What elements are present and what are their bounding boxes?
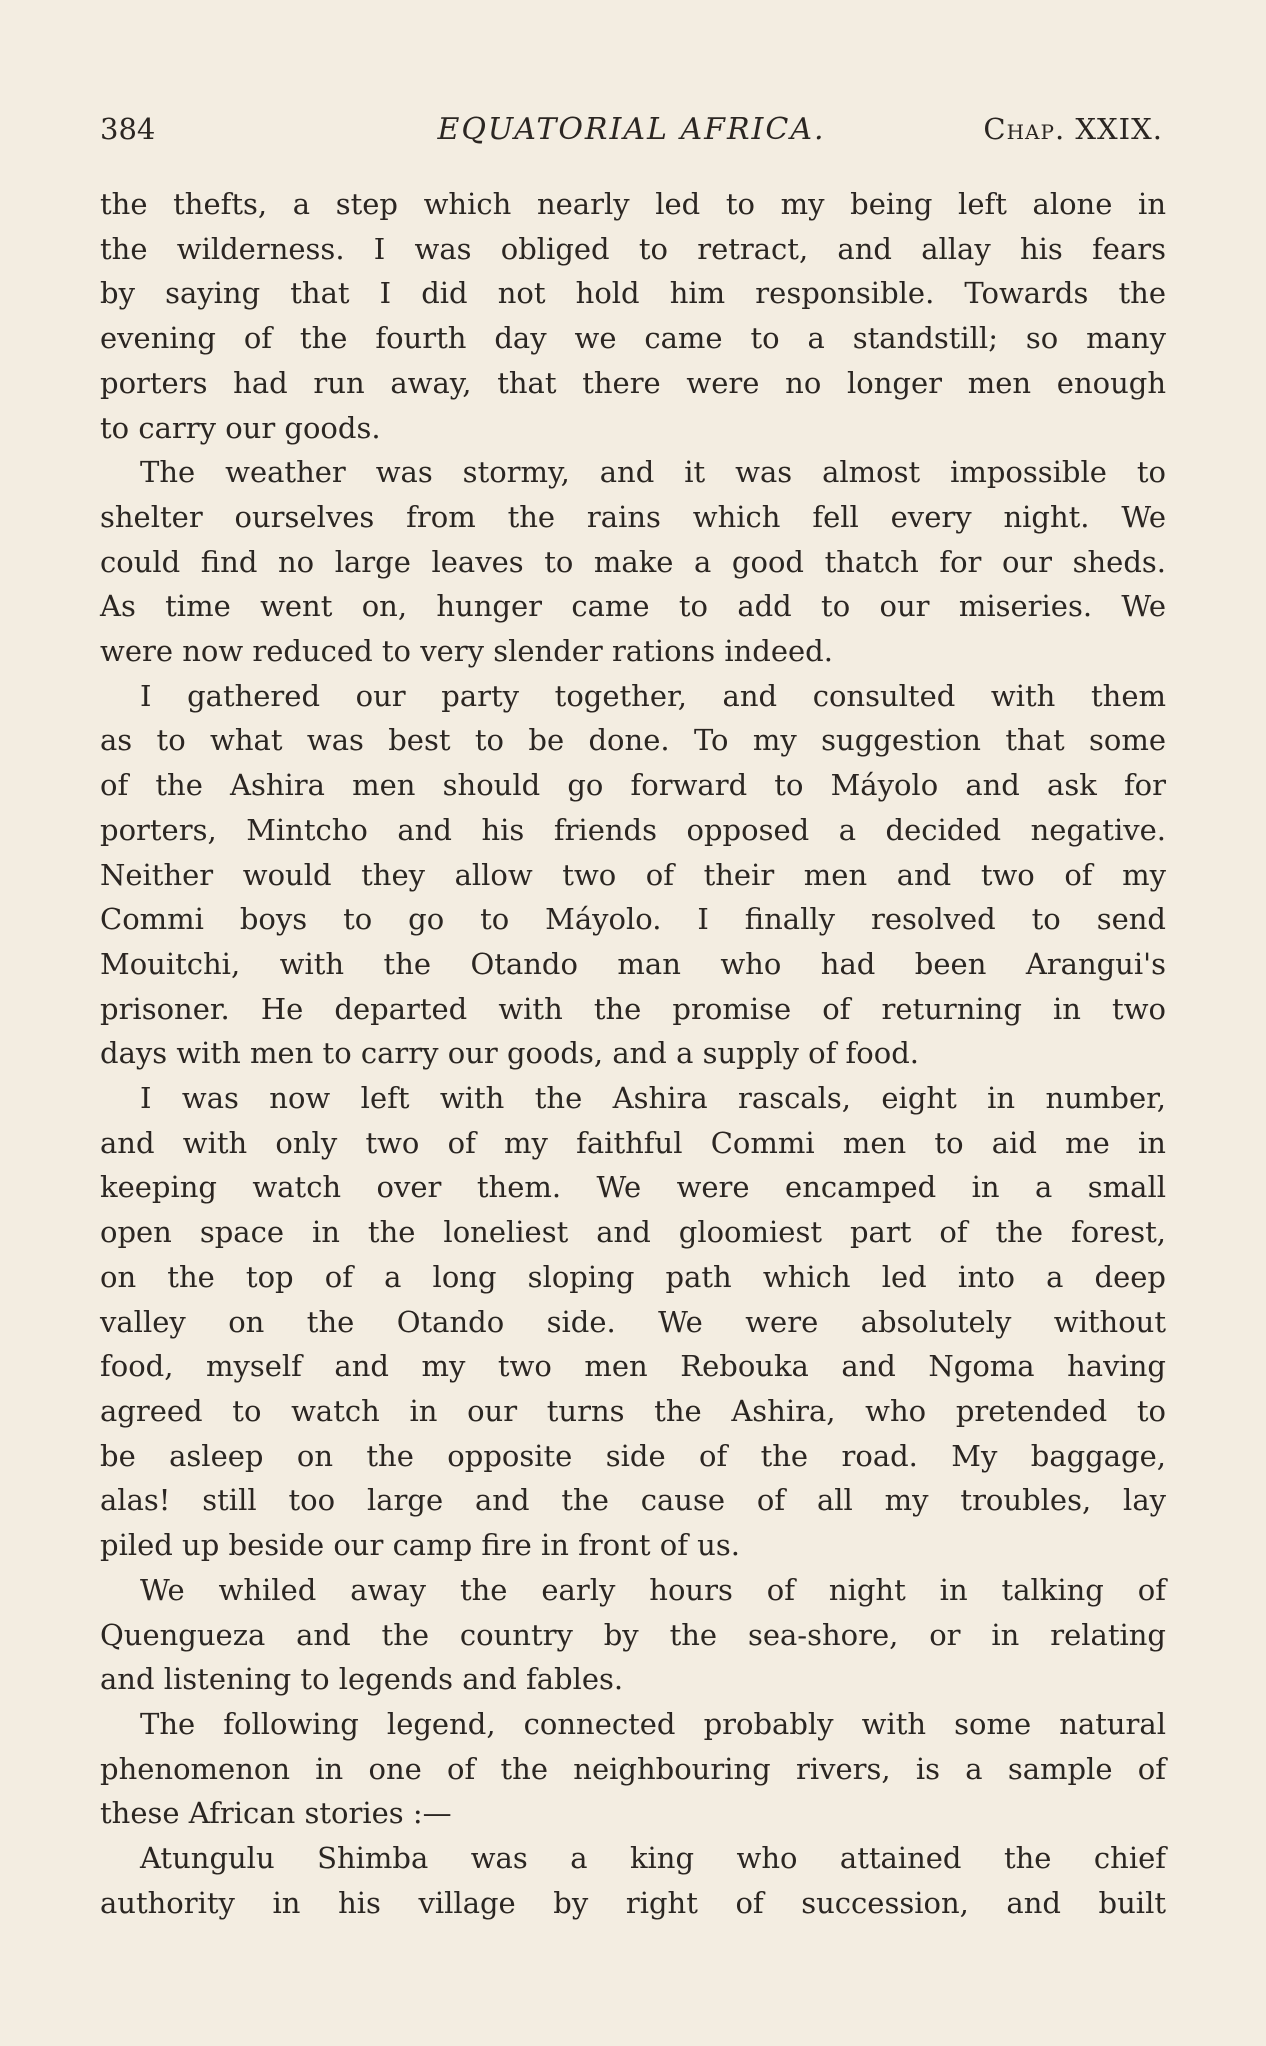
paragraph bbox=[100, 1836, 1166, 1925]
text-line: Commi boys to go to Máyolo. I finally resolved to send bbox=[100, 902, 1166, 937]
paragraph bbox=[100, 674, 1166, 1076]
page-number: 384 bbox=[100, 112, 156, 146]
body-text bbox=[100, 182, 1166, 1925]
text-line: alas! still too large and the cause of all my troubles, lay bbox=[100, 1483, 1166, 1518]
text-line: piled up beside our camp fire in front of us. bbox=[100, 1528, 740, 1563]
text-line: these African stories :— bbox=[100, 1796, 452, 1831]
paragraph bbox=[100, 1076, 1166, 1568]
paragraph bbox=[100, 450, 1166, 674]
chapter-label: Chap. XXIX. bbox=[983, 112, 1163, 146]
text-line: as to what was best to be done. To my suggestion that some bbox=[100, 723, 1166, 758]
text-line: porters, Mintcho and his friends opposed a decided negative. bbox=[100, 812, 1166, 847]
running-header bbox=[100, 108, 1163, 154]
text-line: As time went on, hunger came to add to our miseries. We bbox=[100, 589, 1166, 624]
text-line: evening of the fourth day we came to a standstill; so many bbox=[100, 321, 1166, 356]
text-line: and with only two of my faithful Commi men to aid me in bbox=[100, 1125, 1166, 1160]
text-line: Mouitchi, with the Otando man who had been Arangui's bbox=[100, 946, 1166, 981]
text-line: food, myself and my two men Rebouka and Ngoma having bbox=[100, 1349, 1166, 1384]
text-line: phenomenon in one of the neighbouring rivers, is a sample of bbox=[100, 1751, 1166, 1786]
text-line: by saying that I did not hold him responsible. Towards the bbox=[100, 276, 1166, 311]
text-line: open space in the loneliest and gloomiest part of the forest, bbox=[100, 1215, 1166, 1250]
text-line: authority in his village by right of succession, and built bbox=[100, 1885, 1166, 1920]
text-line: I was now left with the Ashira rascals, eight in number, bbox=[140, 1081, 1166, 1116]
text-line: I gathered our party together, and consulted with them bbox=[140, 678, 1166, 713]
text-line: could find no large leaves to make a good thatch for our sheds. bbox=[100, 544, 1166, 579]
text-line: on the top of a long sloping path which led into a deep bbox=[100, 1259, 1166, 1294]
text-line: days with men to carry our goods, and a supply of food. bbox=[100, 1036, 919, 1071]
text-line: valley on the Otando side. We were absolutely without bbox=[100, 1304, 1166, 1339]
text-line: The following legend, connected probably with some natural bbox=[140, 1706, 1166, 1741]
text-line: Atungulu Shimba was a king who attained the chief bbox=[140, 1841, 1166, 1876]
text-line: prisoner. He departed with the promise of returning in two bbox=[100, 991, 1166, 1026]
text-line: of the Ashira men should go forward to Máyolo and ask for bbox=[100, 768, 1166, 803]
paragraph bbox=[100, 1702, 1166, 1836]
text-line: the thefts, a step which nearly led to my being left alone in bbox=[100, 187, 1166, 221]
running-title: EQUATORIAL AFRICA. bbox=[437, 112, 826, 147]
text-line: and listening to legends and fables. bbox=[100, 1662, 624, 1697]
text-line: be asleep on the opposite side of the road. My baggage, bbox=[100, 1438, 1166, 1473]
text-line: to carry our goods. bbox=[100, 410, 381, 445]
text-line: keeping watch over them. We were encamped in a small bbox=[100, 1170, 1166, 1205]
text-line: The weather was stormy, and it was almost impossible to bbox=[140, 455, 1166, 490]
text-line: shelter ourselves from the rains which fell every night. We bbox=[100, 499, 1166, 534]
paragraph bbox=[100, 182, 1166, 450]
paragraph bbox=[100, 1568, 1166, 1702]
text-line: We whiled away the early hours of night in talking of bbox=[140, 1572, 1166, 1607]
text-line: the wilderness. I was obliged to retract, and allay his fears bbox=[100, 231, 1166, 266]
text-line: agreed to watch in our turns the Ashira, who pretended to bbox=[100, 1393, 1166, 1428]
text-line: Quengueza and the country by the sea-shore, or in relating bbox=[100, 1617, 1166, 1652]
text-line: porters had run away, that there were no longer men enough bbox=[100, 365, 1166, 400]
text-line: Neither would they allow two of their men and two of my bbox=[100, 857, 1166, 892]
text-line: were now reduced to very slender rations indeed. bbox=[100, 634, 833, 669]
